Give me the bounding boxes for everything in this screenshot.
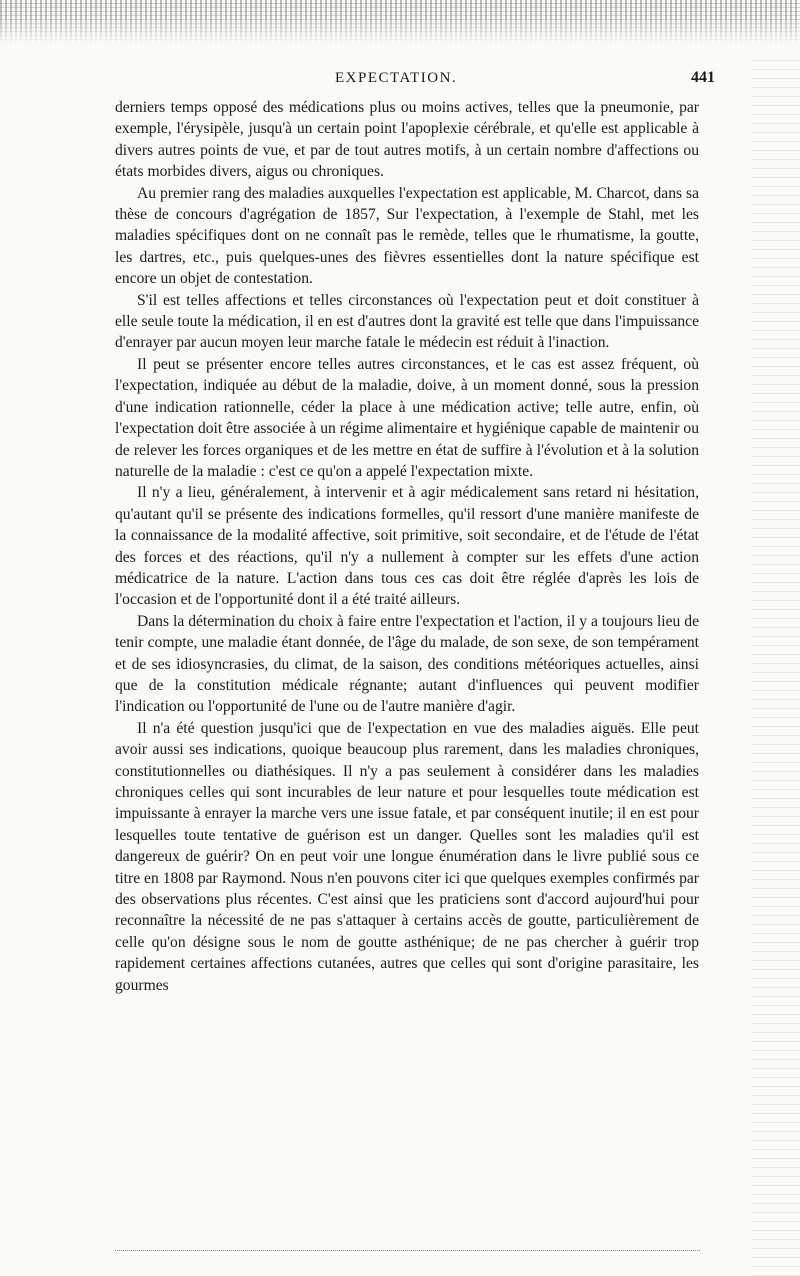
paragraph-5: Il n'y a lieu, généralement, à intervenir et à agir médicalement sans retard ni hésitation, qu'autant qu'il se présente des indications formelles, qu'il ressort d'une manière manifeste de la connaissance de la modalité affective, soit primitive, soit secondaire, et de l'étude de l'état des forces et des réactions, qu'il n'y a nullement à compter sur les effets d'une action médicatrice de la nature. L'action dans tous ces cas doit être réglée d'après les lois de l'occasion et de l'opportunité dont il a été traité ailleurs. xyxy=(115,484,699,609)
paragraph-7: Il n'a été question jusqu'ici que de l'expectation en vue des maladies aiguës. Elle peut avoir aussi ses indications, quoique beaucoup plus rarement, dans les maladies chroniques, constitutionnelles ou diathésiques. Il n'y a pas seulement à considérer dans les maladies chroniques celles qui sont incurables de leur nature et pour lesquelles toute médication est impuissante à enrayer la marche vers une issue fatale, et par conséquent inutile; il en est pour lesquelles toute tentative de guérison est un danger. Quelles sont les maladies qu'il est dangereux de guérir? On en peut voir une longue énumération dans le livre publié sous ce titre en 1808 par Raymond. Nous n'en pouvons citer ici que quelques exemples confirmés par des observations plus récentes. C'est ainsi que les praticiens sont d'accord aujourd'hui pour reconnaître la nécessité de ne pas s'attaquer à certains accès de goutte, particulièrement de celle qu'on désigne sous le nom de goutte asthénique; de ne pas chercher à guérir trop rapidement certaines affections cutanées, autres que celles qui sont d'origine parasitaire, les gourmes xyxy=(115,719,699,994)
page-header xyxy=(115,70,715,92)
body-text xyxy=(115,97,699,996)
paragraph-4: Il peut se présenter encore telles autres circonstances, et le cas est assez fréquent, où l'expectation, indiquée au début de la maladie, doive, à un moment donné, sous la pression d'une indication rationnelle, céder la place à une médication active; telle autre, enfin, où l'expectation doit être associée à un régime alimentaire et hygiénique capable de maintenir ou de relever les forces organiques et de les mettre en état de suffire à l'évolution et à la solution naturelle de la maladie : c'est ce qu'on a appelé l'expectation mixte. xyxy=(115,355,699,480)
paragraph-2: Au premier rang des maladies auxquelles l'expectation est applicable, M. Charcot, dans sa thèse de concours d'agrégation de 1857, Sur l'expectation, à l'exemple de Stahl, met les maladies spécifiques dont on ne connaît pas le remède, telles que le rhumatisme, la goutte, les dartres, etc., puis quelques-unes des fièvres essentielles dont la nature spécifique est encore un objet de contestation. xyxy=(115,184,699,288)
running-title: EXPECTATION. xyxy=(335,70,458,86)
paragraph-6: Dans la détermination du choix à faire entre l'expectation et l'action, il y a toujours lieu de tenir compte, une maladie étant donnée, de l'âge du malade, de son sexe, de son tempérament et de ses idiosyncrasies, du climat, de la saison, des conditions météoriques actuelles, ainsi que de la constitution médicale régnante; autant d'influences qui peuvent modifier l'indication ou l'opportunité de l'une ou de l'autre manière d'agir. xyxy=(115,612,699,716)
bottom-dotted-rule xyxy=(115,1250,700,1251)
page-number: 441 xyxy=(691,69,715,86)
paragraph-1: derniers temps opposé des médications plus ou moins actives, telles que la pneumonie, par exemple, l'érysipèle, jusqu'à un certain point l'apoplexie cérébrale, et qu'elle est applicable à divers autres points de vue, et par de tout autres motifs, à un certain nombre d'affections ou états morbides divers, aigus ou chroniques. xyxy=(115,99,699,181)
paragraph-3: S'il est telles affections et telles circonstances où l'expectation peut et doit constituer à elle seule toute la médication, il en est d'autres dont la gravité est telle que dans l'impuissance d'enrayer par aucun moyen leur marche fatale le médecin est réduit à l'inaction. xyxy=(115,291,699,352)
scan-noise-right xyxy=(752,60,800,1276)
scan-noise-top-fade xyxy=(0,0,800,44)
